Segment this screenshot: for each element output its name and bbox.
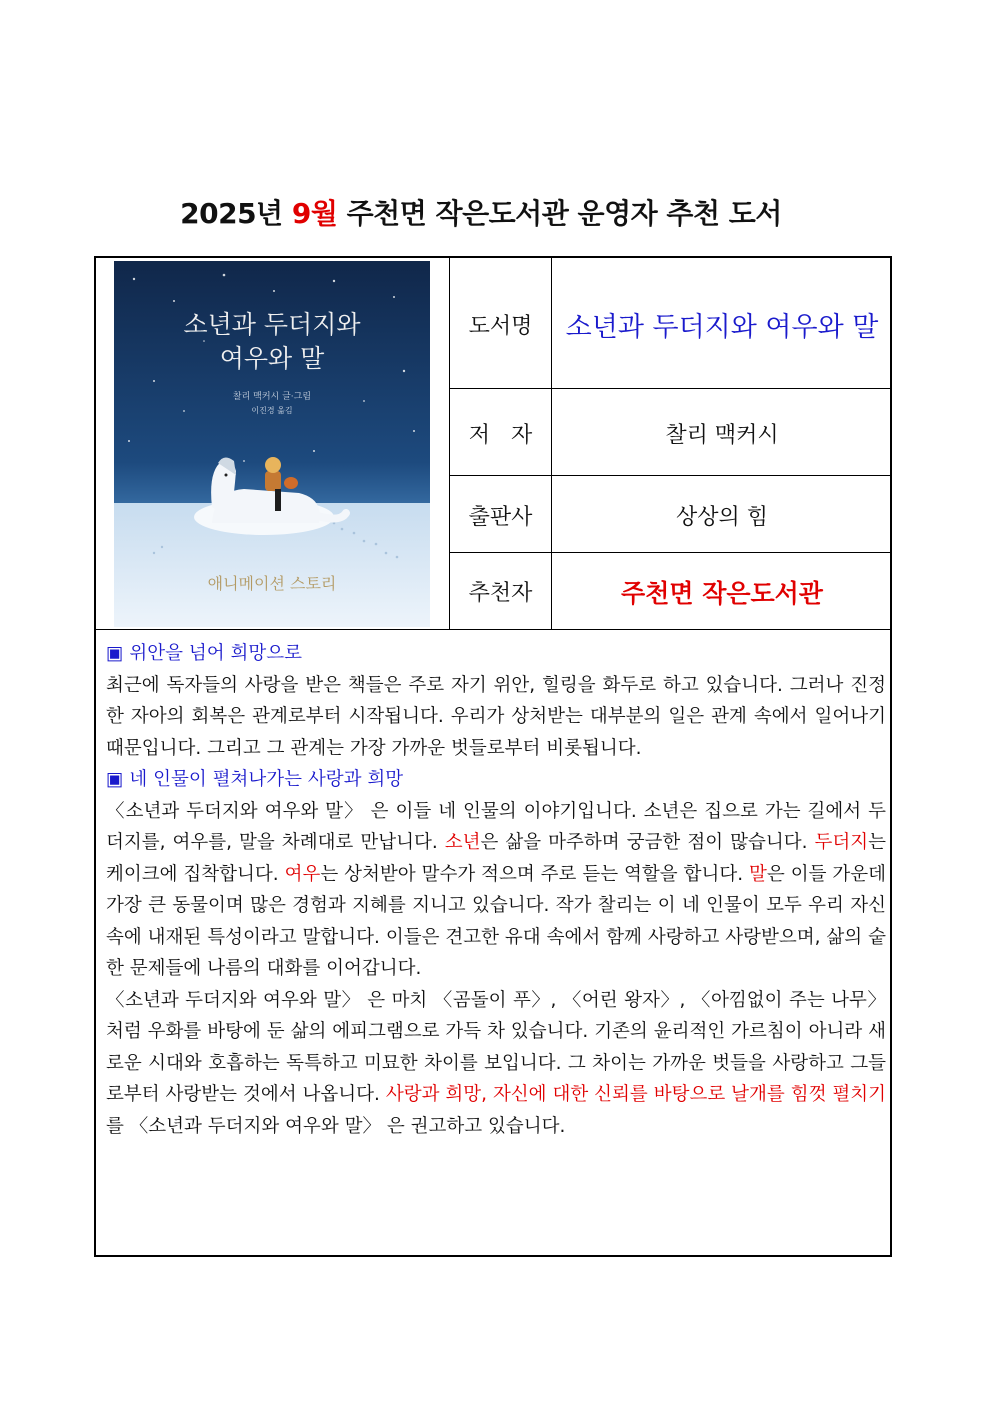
author-label: 저 자 (468, 423, 533, 448)
recommender-label: 추천자 (468, 581, 533, 606)
divider (96, 629, 890, 630)
publisher-label: 출판사 (468, 505, 533, 530)
cover-illustration (114, 261, 430, 627)
section-paragraph (106, 985, 886, 1143)
cover-title-line1: 소년과 두더지와 (183, 310, 361, 339)
book-title-label: 도서명 (468, 314, 533, 339)
book-title-value: 소년과 두더지와 여우와 말 (565, 312, 879, 343)
divider (450, 388, 890, 389)
section-paragraph: 최근에 독자들의 사랑을 받은 책들은 주로 자기 위안, 힐링을 화두로 하고 있습니다. 그러나 진정한 자아의 회복은 관계로부터 시작됩니다. 우리가 상처받는 대부분의 일은 관계 속에서 일어나기 때문입니다. 그리고 그 관계는 가장 가까운 벗들로부터 비롯됩니다. (106, 674, 886, 759)
text-run: 〈소년과 두더지와 여우와 말〉 은 마치 〈곰돌이 푸〉, 〈어린 왕자〉, 〈아낌없이 주는 나무〉 처럼 우화를 바탕에 둔 삶의 에피그램으로 가득 차 있습니다. 기존의 윤리적인 가르침이 아니라 새로운 시대와 호흡하는 독특하고 미묘한 차이를 보입니다. 그 차이는 가까운 벗들을 사랑하고 그들로부터 사랑받는 것에서 나옵니다. (106, 989, 886, 1105)
highlight-fox: 여우 (284, 863, 321, 885)
page-title (0, 192, 962, 232)
title-prefix: 2025년 (180, 197, 292, 230)
highlight-message: 사랑과 희망, 자신에 대한 신뢰를 바탕으로 날개를 힘껏 펼치기 (385, 1084, 886, 1105)
divider (450, 552, 890, 553)
cover-bottom-label: 애니메이션 스토리 (207, 574, 337, 593)
cover-title-line2: 여우와 말 (219, 344, 325, 373)
recommender-value: 주천면 작은도서관 (621, 579, 823, 608)
book-cover-image (114, 261, 430, 627)
text-run: 은 이들 가운데 가장 큰 동물이며 많은 경험과 지혜를 지니고 있습니다. 작가 찰리는 이 네 인물이 모두 우리 자신 속에 내재된 특성이라고 말합니다. 이들은 견고한 유대 속에서 함께 사랑하고 사랑받으며, 삶의 숱한 문제들에 나름의 대화를 이어갑니다. (106, 863, 886, 979)
section-heading: ▣ 네 인물이 펼쳐나가는 사랑과 희망 (106, 769, 404, 790)
text-run: 는 상처받아 말수가 적으며 주로 듣는 역할을 합니다. (320, 863, 750, 885)
text-run: 은 삶을 마주하며 궁금한 점이 많습니다. (480, 832, 815, 853)
cover-credit-line1: 찰리 맥커시 글·그림 (232, 392, 312, 402)
review-body (106, 638, 886, 1142)
text-run: 를 〈소년과 두더지와 여우와 말〉 은 권고하고 있습니다. (106, 1115, 566, 1137)
cover-credit-line2: 이진경 옮김 (251, 406, 293, 415)
divider (450, 475, 890, 476)
title-month: 9월 (291, 197, 338, 230)
title-suffix: 주천면 작은도서관 운영자 추천 도서 (337, 197, 782, 230)
highlight-boy: 소년 (444, 832, 481, 853)
highlight-horse: 말 (749, 863, 767, 885)
highlight-mole: 두더지 (814, 832, 869, 853)
publisher-value: 상상의 힘 (675, 505, 768, 530)
section-heading: ▣ 위안을 넘어 희망으로 (106, 643, 302, 664)
section-paragraph (106, 796, 886, 985)
text-run: 〈소년과 두더지와 여우와 말〉 은 이들 네 인물의 이야기입니다. 소년은 집으로 가는 길에서 두더지를, 여우를, 말을 차례대로 만납니다. (106, 800, 886, 853)
recommendation-card (94, 256, 892, 1257)
text-run: 는 케이크에 집착합니다. (106, 832, 887, 885)
author-value: 찰리 맥커시 (665, 423, 779, 448)
